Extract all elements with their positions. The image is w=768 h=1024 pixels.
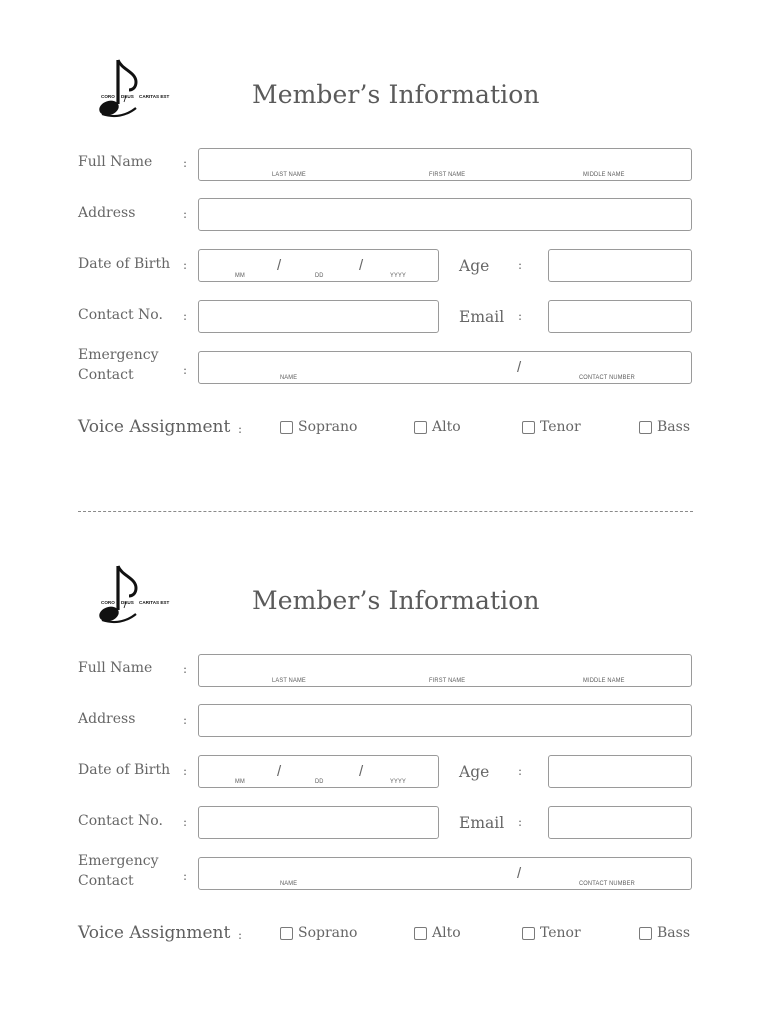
date-slash: / [359, 257, 364, 274]
middle-name-caption: MIDDLE NAME [583, 677, 625, 684]
soprano-checkbox[interactable] [280, 927, 293, 940]
emergency-contact-label-line2: Contact [78, 873, 134, 889]
alto-checkbox[interactable] [414, 421, 427, 434]
member-form-1 [0, 0, 768, 470]
dob-field[interactable] [198, 755, 439, 788]
form-title: Member’s Information [252, 80, 540, 109]
contact-number-label: Contact No. [78, 813, 163, 829]
alto-label: Alto [432, 419, 461, 435]
separator: : [183, 764, 188, 778]
logo-word-2: DEUS [121, 94, 134, 99]
soprano-checkbox[interactable] [280, 421, 293, 434]
full-name-label: Full Name [78, 660, 153, 676]
separator: : [183, 815, 188, 829]
voice-option-bass[interactable] [639, 925, 690, 941]
separator: : [183, 363, 188, 377]
dob-field[interactable] [198, 249, 439, 282]
emergency-contact-input[interactable] [205, 355, 685, 375]
emergency-contact-label-line1: Emergency [78, 347, 159, 363]
emergency-name-caption: NAME [280, 374, 298, 381]
music-note-logo-icon [96, 58, 170, 122]
alto-label: Alto [432, 925, 461, 941]
emergency-name-caption: NAME [280, 880, 298, 887]
alto-checkbox[interactable] [414, 927, 427, 940]
bass-label: Bass [657, 925, 691, 941]
separator: : [518, 309, 523, 323]
separator: : [183, 156, 188, 170]
music-note-logo-icon [96, 564, 170, 628]
date-slash: / [277, 257, 282, 274]
day-caption: DD [315, 778, 324, 785]
soprano-label: Soprano [298, 419, 358, 435]
dob-input[interactable] [205, 759, 432, 779]
date-slash: / [359, 763, 364, 780]
emergency-number-caption: CONTACT NUMBER [579, 880, 635, 887]
first-name-caption: FIRST NAME [429, 677, 466, 684]
voice-option-bass[interactable] [639, 419, 690, 435]
day-caption: DD [315, 272, 324, 279]
dob-label: Date of Birth [78, 256, 171, 272]
middle-name-caption: MIDDLE NAME [583, 171, 625, 178]
full-name-field[interactable] [198, 148, 692, 181]
tenor-checkbox[interactable] [522, 421, 535, 434]
emergency-contact-label-line1: Emergency [78, 853, 159, 869]
separator: : [518, 258, 523, 272]
logo-word-3: CARITAS EST [139, 94, 170, 99]
full-name-input[interactable] [205, 658, 685, 678]
age-input[interactable] [555, 257, 685, 277]
voice-assignment-label: Voice Assignment [78, 417, 231, 437]
first-name-caption: FIRST NAME [429, 171, 466, 178]
soprano-label: Soprano [298, 925, 358, 941]
last-name-caption: LAST NAME [272, 677, 306, 684]
separator: : [183, 713, 188, 727]
emergency-contact-field[interactable] [198, 857, 692, 890]
last-name-caption: LAST NAME [272, 171, 306, 178]
separator: : [183, 309, 188, 323]
separator: : [183, 662, 188, 676]
email-input[interactable] [555, 308, 685, 328]
full-name-input[interactable] [205, 152, 685, 172]
bass-checkbox[interactable] [639, 421, 652, 434]
voice-option-alto[interactable] [414, 419, 461, 435]
full-name-label: Full Name [78, 154, 153, 170]
voice-option-alto[interactable] [414, 925, 461, 941]
year-caption: YYYY [390, 272, 406, 279]
dob-input[interactable] [205, 253, 432, 273]
contact-number-field[interactable] [198, 806, 439, 839]
separator: : [238, 422, 243, 436]
voice-option-tenor[interactable] [522, 419, 581, 435]
logo-word-1: CORO [101, 600, 115, 605]
contact-number-label: Contact No. [78, 307, 163, 323]
age-input[interactable] [555, 763, 685, 783]
bass-label: Bass [657, 419, 691, 435]
emergency-number-caption: CONTACT NUMBER [579, 374, 635, 381]
emergency-slash: / [517, 359, 522, 376]
year-caption: YYYY [390, 778, 406, 785]
email-input[interactable] [555, 814, 685, 834]
contact-number-input[interactable] [205, 814, 432, 834]
emergency-contact-field[interactable] [198, 351, 692, 384]
month-caption: MM [235, 778, 245, 785]
emergency-contact-label-line2: Contact [78, 367, 134, 383]
address-input[interactable] [205, 206, 685, 226]
separator: : [238, 928, 243, 942]
emergency-slash: / [517, 865, 522, 882]
separator: : [183, 869, 188, 883]
full-name-field[interactable] [198, 654, 692, 687]
contact-number-field[interactable] [198, 300, 439, 333]
age-field[interactable] [548, 249, 692, 282]
age-field[interactable] [548, 755, 692, 788]
logo-word-1: CORO [101, 94, 115, 99]
address-label: Address [78, 711, 136, 727]
voice-option-soprano[interactable] [280, 925, 357, 941]
logo-word-2: DEUS [121, 600, 134, 605]
email-field[interactable] [548, 300, 692, 333]
address-field[interactable] [198, 704, 692, 737]
month-caption: MM [235, 272, 245, 279]
emergency-contact-input[interactable] [205, 861, 685, 881]
choir-logo [96, 564, 170, 628]
address-field[interactable] [198, 198, 692, 231]
contact-number-input[interactable] [205, 308, 432, 328]
address-label: Address [78, 205, 136, 221]
bass-checkbox[interactable] [639, 927, 652, 940]
tenor-label: Tenor [540, 925, 581, 941]
email-field[interactable] [548, 806, 692, 839]
email-label: Email [459, 308, 505, 326]
tenor-checkbox[interactable] [522, 927, 535, 940]
age-label: Age [459, 257, 490, 275]
separator: : [183, 258, 188, 272]
dob-label: Date of Birth [78, 762, 171, 778]
separator: : [183, 207, 188, 221]
email-label: Email [459, 814, 505, 832]
date-slash: / [277, 763, 282, 780]
member-form-2 [0, 506, 768, 976]
form-title: Member’s Information [252, 586, 540, 615]
separator: : [518, 764, 523, 778]
address-input[interactable] [205, 712, 685, 732]
voice-option-soprano[interactable] [280, 419, 357, 435]
separator: : [518, 815, 523, 829]
voice-assignment-label: Voice Assignment [78, 923, 231, 943]
logo-word-3: CARITAS EST [139, 600, 170, 605]
tenor-label: Tenor [540, 419, 581, 435]
voice-option-tenor[interactable] [522, 925, 581, 941]
choir-logo [96, 58, 170, 122]
age-label: Age [459, 763, 490, 781]
